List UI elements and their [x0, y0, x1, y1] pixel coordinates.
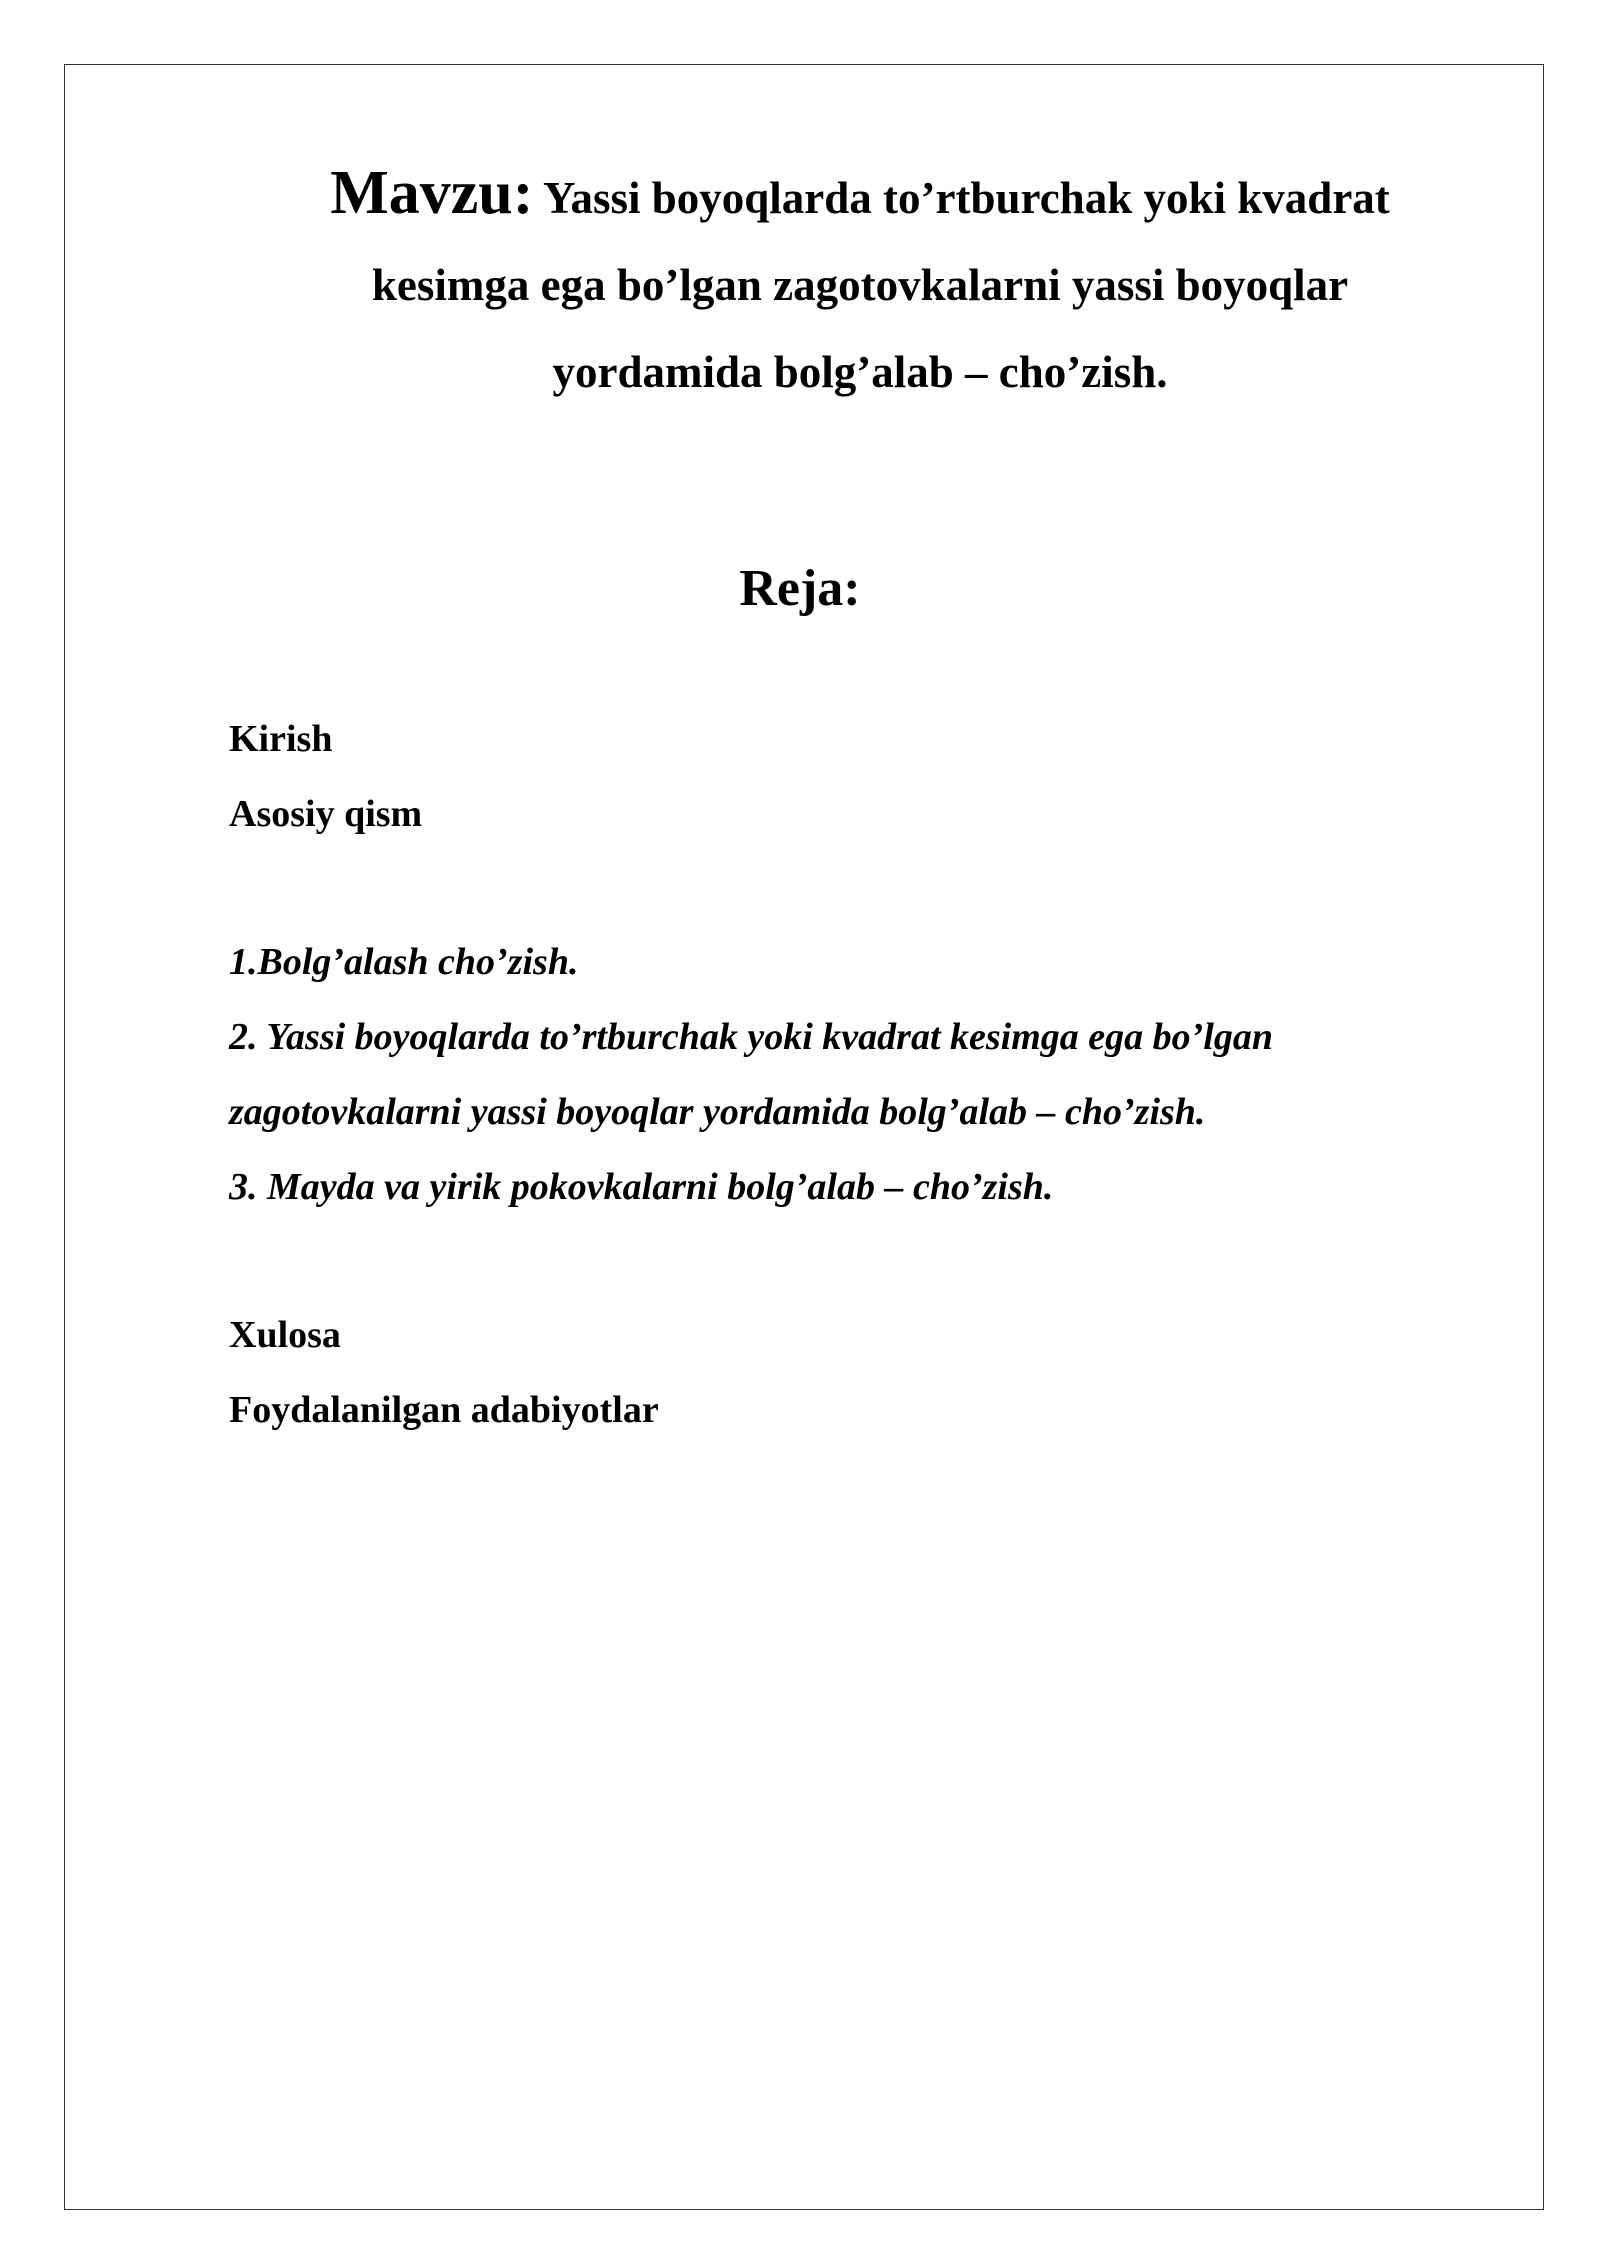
plan-item-1: 1.Bolg’alash cho’zish. [229, 941, 579, 983]
plan-item-3: 3. Mayda va yirik pokovkalarni bolg’alab – cho’zish. [229, 1166, 1054, 1208]
closing-list [229, 1298, 659, 1448]
title-line-1 [240, 150, 1480, 242]
title-text-1: Yassi boyoqlarda to’rtburchak yoki kvadrat [542, 173, 1390, 223]
list-item-intro: Kirish [229, 718, 333, 760]
title-line-2: kesimga ega bo’lgan zagotovkalarni yassi boyoqlar [371, 260, 1349, 310]
title-line-3: yordamida bolg’alab – cho’zish. [552, 347, 1168, 397]
title-label: Mavzu: [330, 159, 534, 227]
list-item-main-part: Asosiy qism [229, 793, 423, 835]
intro-list [229, 702, 422, 852]
list-item-conclusion: Xulosa [229, 1314, 341, 1356]
list-item-references: Foydalanilgan adabiyotlar [229, 1389, 659, 1431]
plan-item-2: 2. Yassi boyoqlarda to’rtburchak yoki kvadrat kesimga ega bo’lgan [229, 1016, 1273, 1058]
numbered-plan-list [229, 925, 1273, 1225]
document-title [240, 150, 1480, 416]
plan-item-2-continued: zagotovkalarni yassi boyoqlar yordamida bolg’alab – cho’zish. [229, 1091, 1206, 1133]
plan-heading: Reja: [739, 560, 861, 617]
